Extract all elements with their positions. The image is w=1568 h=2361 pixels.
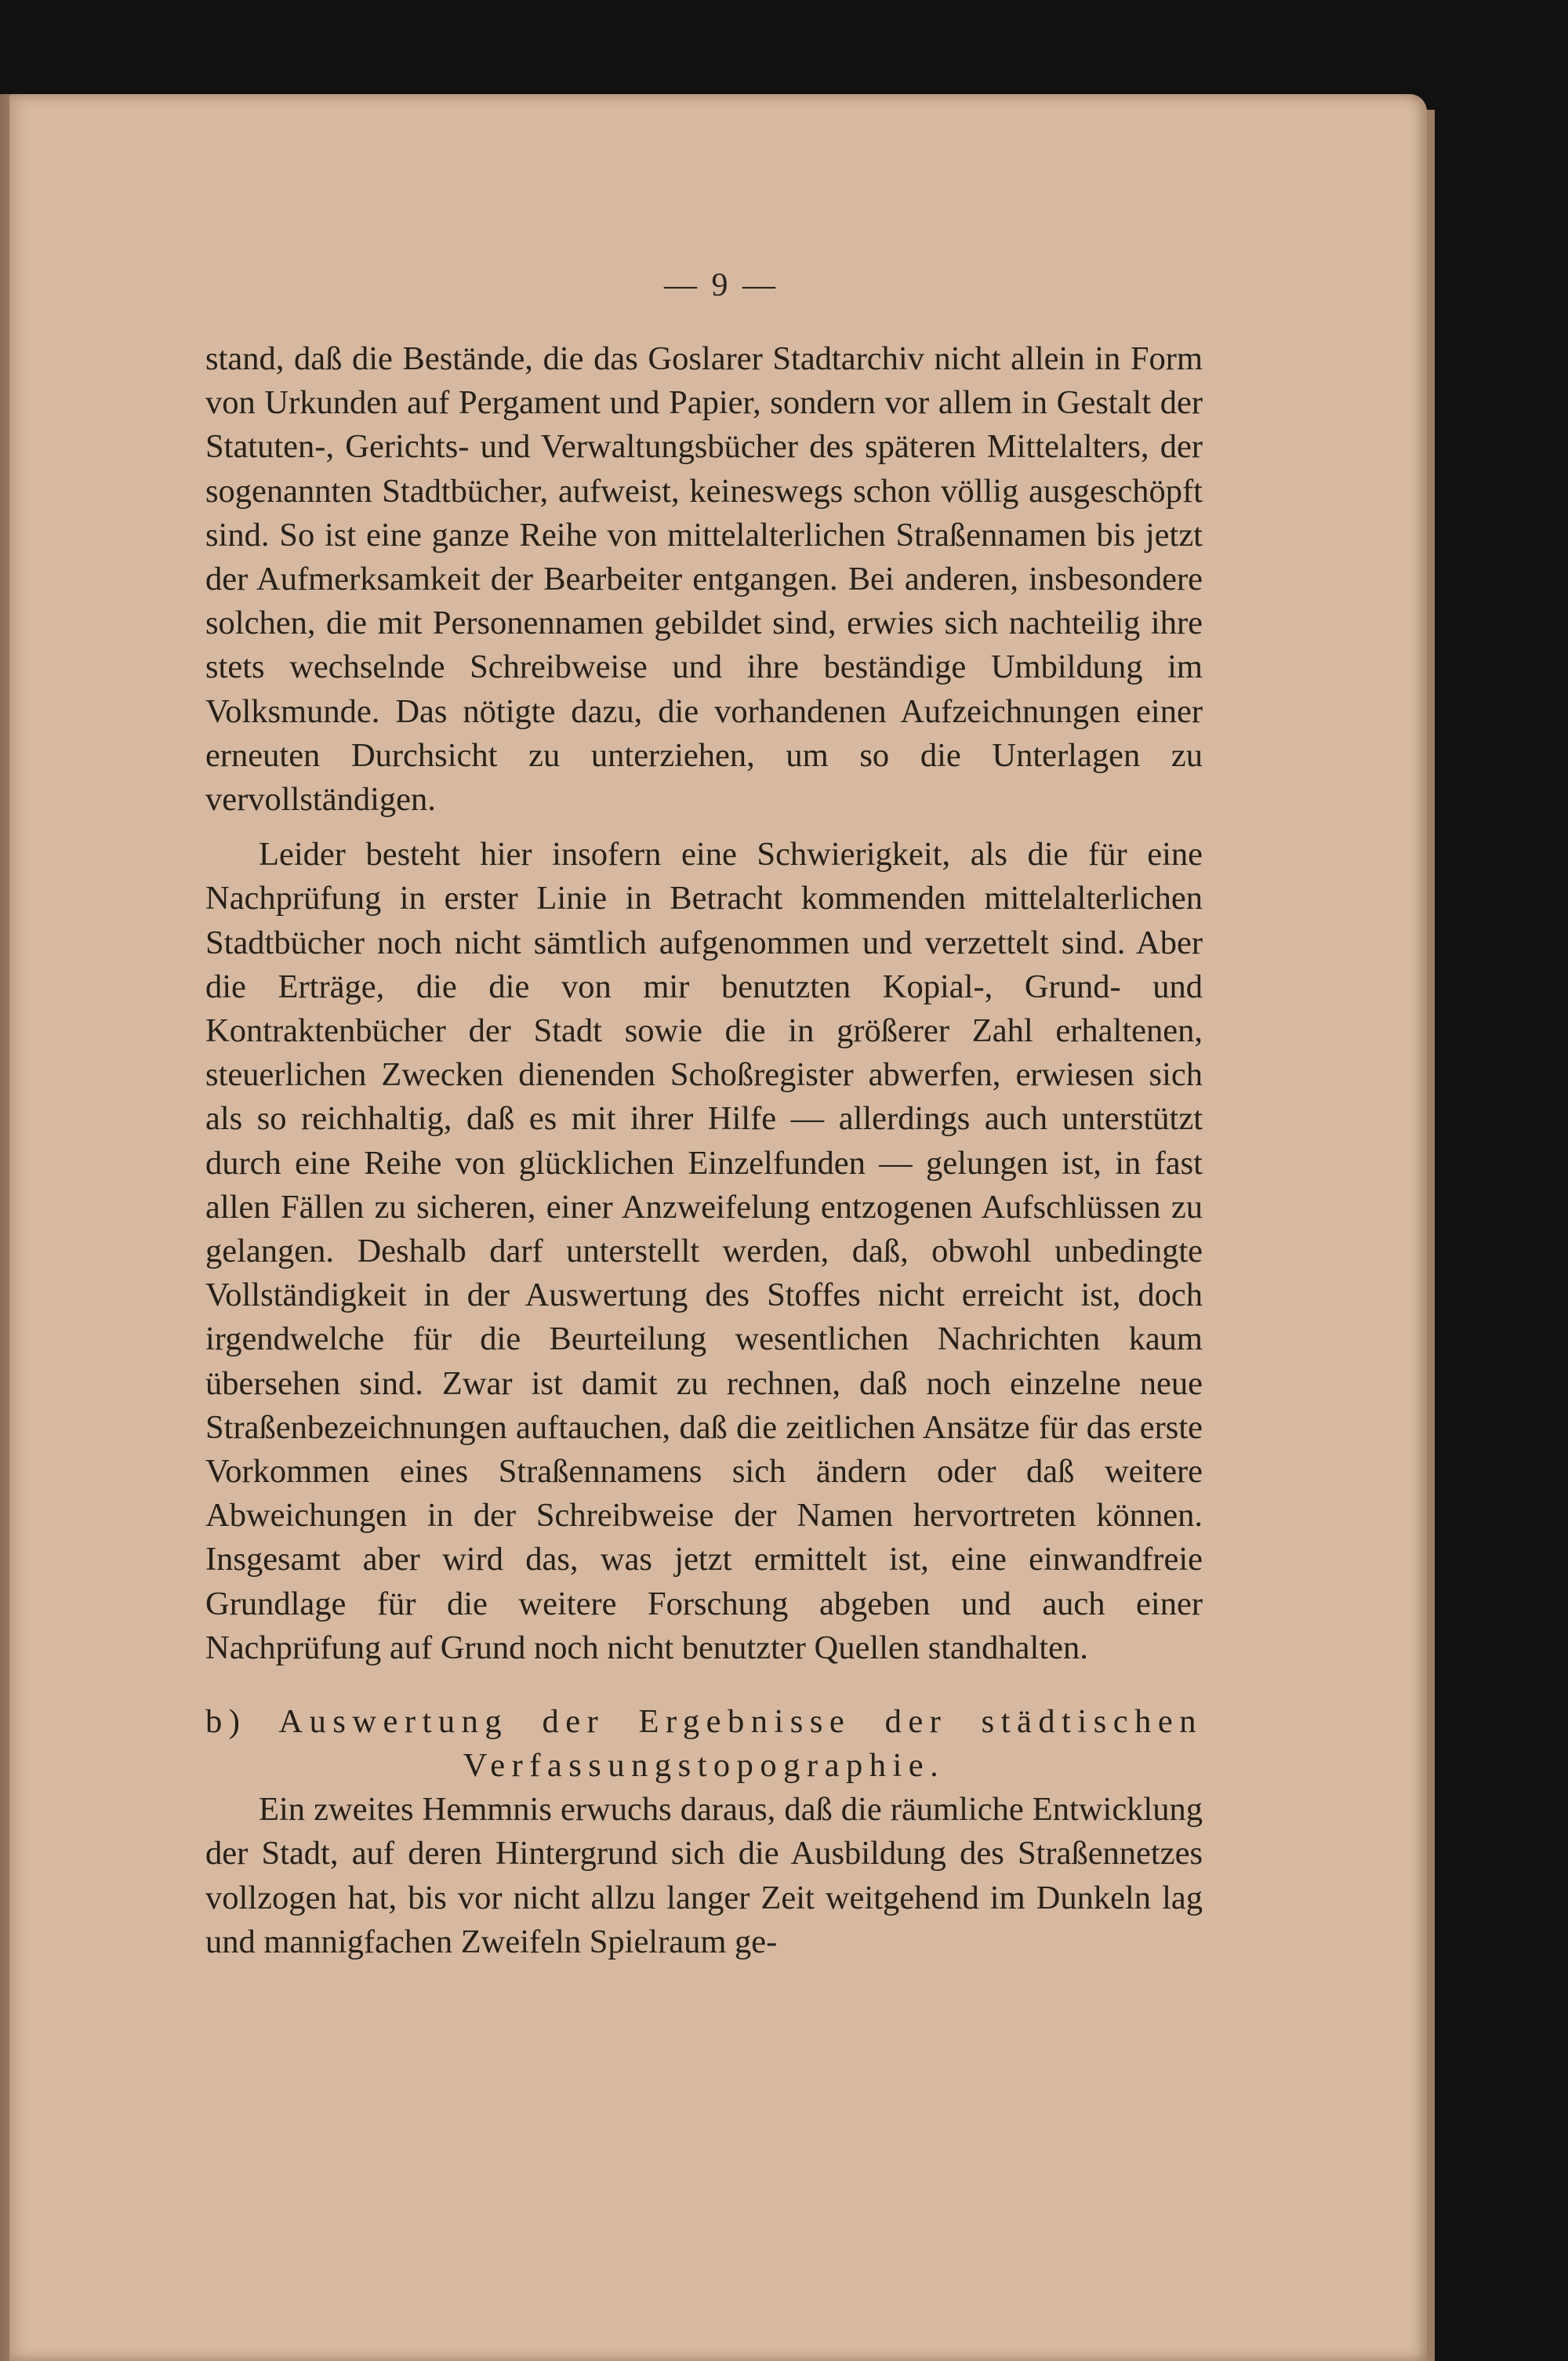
paragraph-3: Ein zweites Hemmnis erwuchs daraus, daß die räumliche Entwicklung der Stadt, auf deren Hintergrund sich die Ausbildung des Straßennetzes vollzogen hat, bis vor nicht allzu langer Zeit weitgehend im Dunkeln lag und mannigfachen Zweifeln Spielraum ge- — [205, 1791, 1203, 1960]
page-body — [205, 337, 1203, 1964]
paragraph-2: Leider besteht hier insofern eine Schwierigkeit, als die für eine Nachprüfung in erster Linie in Betracht kommenden mittelalterlichen Stadtbücher noch nicht sämtlich aufgenommen und verzettelt sind. Aber die Erträge, die die von mir benutzten Kopial-, Grund- und Kontraktenbücher der Stadt sowie die in größerer Zahl erhaltenen, steuerlichen Zwecken dienenden Schoßregister abwerfen, erwiesen sich als so reichhaltig, daß es mit ihrer Hilfe — allerdings auch unterstützt durch eine Reihe von glücklichen Einzelfunden — gelungen ist, in fast allen Fällen zu sicheren, einer Anzweifelung entzogenen Aufschlüssen zu gelangen. Deshalb darf unterstellt werden, daß, obwohl unbedingte Vollständigkeit in der Auswertung des Stoffes nicht erreicht ist, doch irgendwelche für die Beurteilung wesentlichen Nachrichten kaum übersehen sind. Zwar ist damit zu rechnen, daß noch einzelne neue Straßenbezeichnungen auftauchen, daß die zeitlichen Ansätze für das erste Vorkommen eines Straßennamens sich ändern oder daß weitere Abweichungen in der Schreibweise der Namen hervortreten können. Insgesamt aber wird das, was jetzt ermittelt ist, eine einwandfreie Grundlage für die weitere Forschung abgeben und auch einer Nachprüfung auf Grund noch nicht benutzter Quellen standhalten. — [205, 836, 1203, 1666]
section-heading — [205, 1700, 1203, 1788]
paragraph-1: stand, daß die Bestände, die das Goslarer Stadtarchiv nicht allein in Form von Urkunden auf Pergament und Papier, sondern vor allem in Gestalt der Statuten-, Gerichts- und Verwaltungsbücher des späteren Mittelalters, der sogenannten Stadtbücher, aufweist, keineswegs schon völlig ausgeschöpft sind. So ist eine ganze Reihe von mittelalterlichen Straßennamen bis jetzt der Aufmerksamkeit der Bearbeiter entgangen. Bei anderen, insbesondere solchen, die mit Personennamen gebildet sind, erwies sich nachteilig ihre stets wechselnde Schreibweise und ihre beständige Umbildung im Volksmunde. Das nötigte dazu, die vorhandenen Aufzeichnungen einer erneuten Durchsicht zu unterziehen, um so die Unterlagen zu vervollständigen. — [205, 340, 1203, 819]
section-heading-line-1: b) Auswertung der Ergebnisse der städtischen — [205, 1703, 1203, 1741]
section-heading-line-2: Verfassungstopographie. — [463, 1747, 946, 1785]
page-number: — 9 — — [664, 267, 779, 303]
page-edge — [1427, 110, 1435, 2361]
